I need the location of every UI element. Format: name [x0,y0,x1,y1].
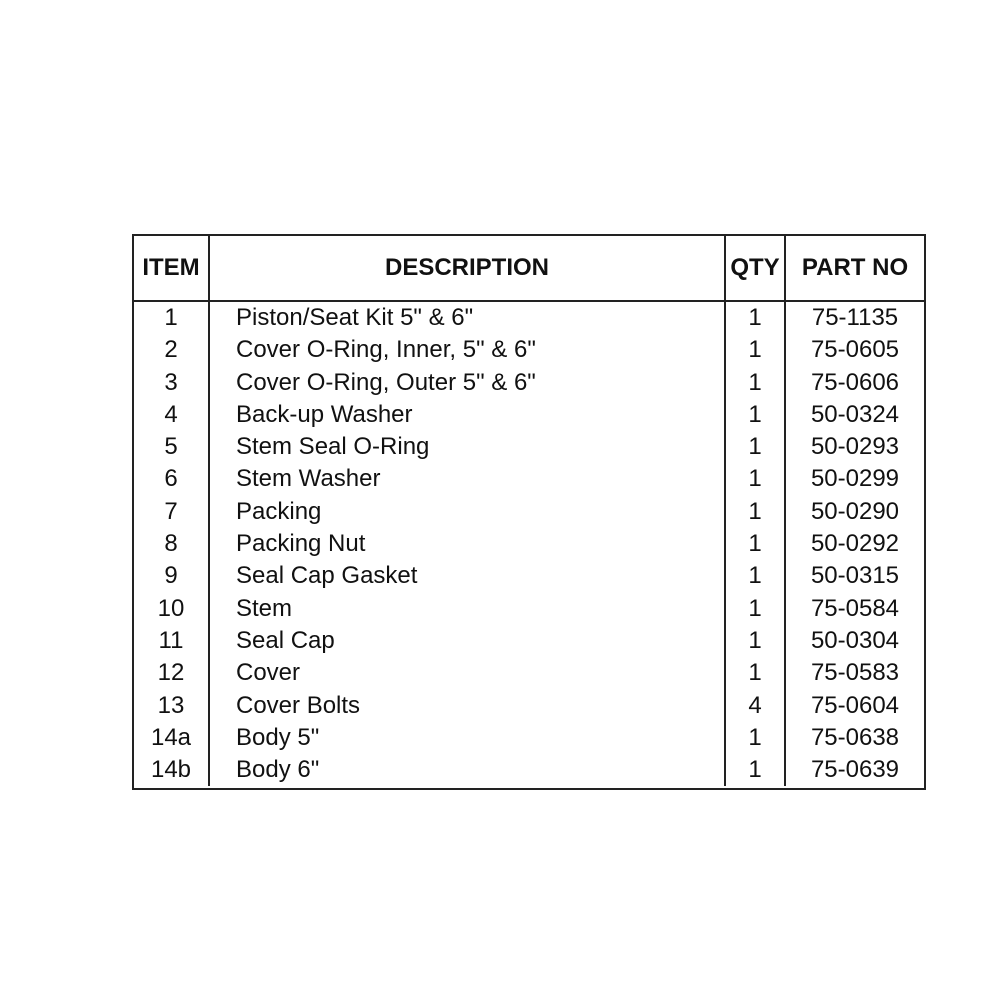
qty-cell: 1 [748,530,762,558]
item-cell: 14b [150,756,192,784]
qty-cell: 1 [748,562,762,590]
description-cell: Cover O-Ring, Outer 5" & 6" [236,368,536,396]
qty-cell: 1 [748,659,762,687]
part-no-cell: 50-0304 [810,626,900,654]
description-cell: Body 5" [236,723,320,751]
header-item: ITEM [142,254,200,281]
part-no-cell: 50-0324 [810,400,900,428]
item-cell: 14a [150,723,192,751]
part-no-cell: 75-0606 [810,368,900,396]
description-cell: Seal Cap Gasket [236,562,418,590]
qty-cell: 1 [748,723,762,751]
description-cell: Cover O-Ring, Inner, 5" & 6" [236,336,536,364]
qty-cell: 1 [748,336,762,364]
part-no-cell: 75-0584 [810,594,900,622]
part-no-cell: 50-0293 [810,433,900,461]
part-no-cell: 75-1135 [811,304,899,331]
item-cell: 12 [157,659,185,687]
part-no-cell: 75-0638 [810,723,900,751]
description-cell: Body 6" [236,756,320,784]
description-cell: Stem Seal O-Ring [236,433,430,461]
item-column [134,302,208,786]
item-cell: 2 [164,336,178,364]
description-column [208,302,724,786]
item-cell: 6 [164,465,178,493]
description-cell: Packing Nut [236,530,366,558]
qty-cell: 1 [748,368,762,396]
qty-cell: 1 [748,400,762,428]
qty-cell: 1 [748,433,762,461]
table-header [134,236,924,302]
part-no-cell: 75-0604 [810,691,900,719]
header-description: DESCRIPTION [208,236,724,300]
description-cell: Packing [236,497,322,525]
item-cell: 8 [164,530,178,558]
parts-table [132,234,926,790]
qty-cell: 1 [748,594,762,622]
qty-cell: 1 [748,756,762,784]
description-cell: Back-up Washer [236,400,413,428]
item-cell: 7 [164,497,178,525]
item-cell: 5 [164,433,178,461]
item-cell: 10 [157,594,185,622]
part-no-cell: 75-0605 [810,336,900,364]
item-cell: 13 [157,691,185,719]
part-no-cell: 50-0290 [810,497,900,525]
item-cell: 4 [164,400,178,428]
part-no-column [784,302,924,786]
part-no-cell: 75-0639 [810,756,900,784]
item-cell: 1 [164,304,178,331]
qty-cell: 1 [748,497,762,525]
item-cell: 11 [158,626,184,654]
header-part-no: PART NO [784,236,924,300]
part-no-cell: 75-0583 [810,659,900,687]
description-cell: Piston/Seat Kit 5" & 6" [236,304,474,331]
table-body [134,302,924,788]
part-no-cell: 50-0292 [810,530,900,558]
description-cell: Stem Washer [236,465,381,493]
item-cell: 3 [164,368,178,396]
description-cell: Seal Cap [236,626,335,654]
part-no-cell: 50-0315 [810,562,900,590]
qty-cell: 4 [748,691,762,719]
header-qty: QTY [724,236,784,300]
qty-cell: 1 [748,626,762,654]
description-cell: Cover Bolts [236,691,361,719]
description-cell: Stem [236,594,293,622]
qty-cell: 1 [748,465,762,493]
qty-cell: 1 [748,304,762,331]
qty-column [724,302,784,786]
description-cell: Cover [236,659,301,687]
item-cell: 9 [164,562,178,590]
part-no-cell: 50-0299 [810,465,900,493]
